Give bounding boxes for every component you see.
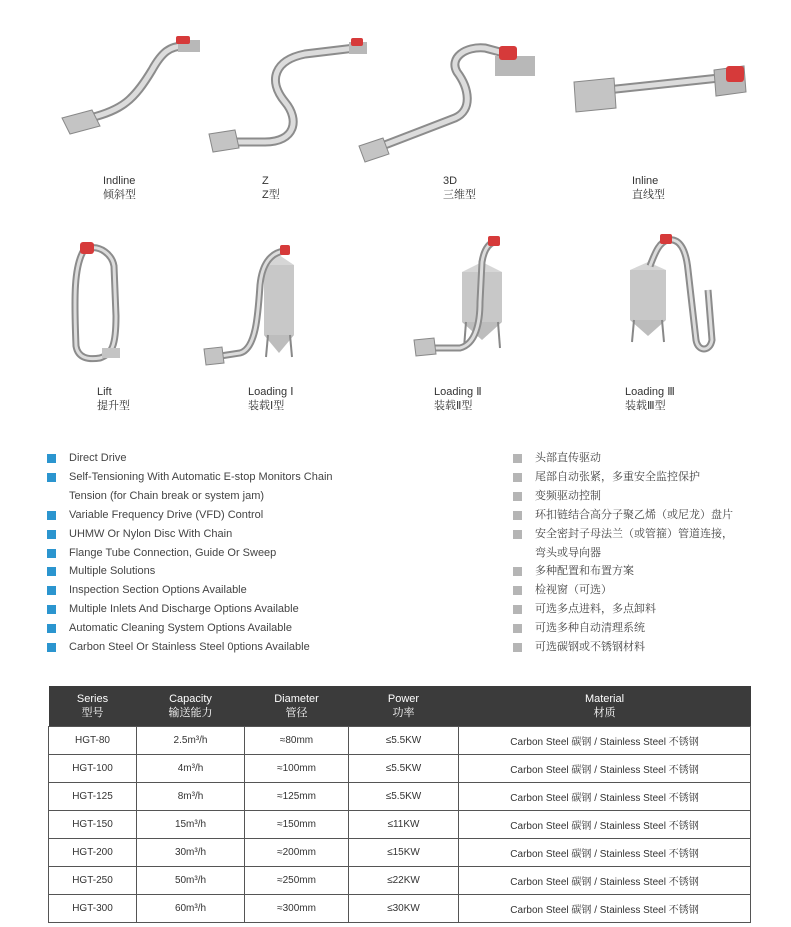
feature-item [513, 581, 783, 600]
feature-text: Direct Drive [69, 452, 127, 464]
cell-series: HGT-150 [49, 811, 137, 839]
table-row [49, 839, 751, 867]
loading-2-conveyor-image [410, 232, 520, 367]
feature-item [513, 468, 783, 487]
bullet-icon [513, 643, 522, 652]
bullet-icon [47, 511, 56, 520]
cell-diameter: ≈250mm [245, 867, 349, 895]
caption-cn: 三维型 [443, 189, 476, 201]
gallery-caption [632, 174, 665, 202]
bullet-icon [513, 586, 522, 595]
table-row [49, 783, 751, 811]
inline-conveyor-image [568, 56, 763, 126]
bullet-icon [47, 605, 56, 614]
bullet-icon [47, 473, 56, 482]
feature-text: 弯头或导向器 [535, 546, 601, 559]
bullet-icon [47, 567, 56, 576]
feature-text: 多种配置和布置方案 [535, 565, 634, 578]
features-chinese-list [513, 449, 783, 657]
feature-item-continued [47, 487, 447, 506]
cell-power: ≤15KW [349, 839, 459, 867]
feature-item [513, 506, 783, 525]
cell-power: ≤22KW [349, 867, 459, 895]
incline-conveyor-image [52, 30, 212, 150]
cell-material: Carbon Steel 碳钢 / Stainless Steel 不锈钢 [459, 895, 751, 923]
gallery-caption [262, 174, 280, 202]
table-header-row [49, 686, 751, 727]
caption-cn: 倾斜型 [103, 189, 136, 201]
caption-cn: Z型 [262, 189, 280, 201]
feature-item [47, 468, 447, 487]
bullet-icon [513, 454, 522, 463]
bullet-icon [513, 624, 522, 633]
caption-cn: 装载Ⅰ型 [248, 400, 285, 412]
feature-text: 可选碳钢或不锈钢材料 [535, 641, 645, 654]
feature-text: 尾部自动张紧，多重安全监控保护 [535, 470, 700, 483]
cell-series: HGT-100 [49, 755, 137, 783]
caption-en: Z [262, 175, 269, 187]
feature-text: Carbon Steel Or Stainless Steel 0ptions Available [69, 641, 310, 654]
cell-power: ≤5.5KW [349, 755, 459, 783]
feature-item [47, 562, 447, 581]
cell-capacity: 15m³/h [137, 811, 245, 839]
cell-material: Carbon Steel 碳钢 / Stainless Steel 不锈钢 [459, 783, 751, 811]
table-row [49, 895, 751, 923]
gallery-caption [443, 174, 476, 202]
cell-material: Carbon Steel 碳钢 / Stainless Steel 不锈钢 [459, 755, 751, 783]
table-row [49, 727, 751, 755]
caption-cn: 直线型 [632, 189, 665, 201]
bullet-icon [513, 605, 522, 614]
cell-series: HGT-250 [49, 867, 137, 895]
caption-en: 3D [443, 175, 458, 187]
3d-conveyor-image [355, 38, 545, 168]
lift-conveyor-image [70, 236, 130, 371]
bullet-icon [47, 454, 56, 463]
table-row [49, 811, 751, 839]
cell-diameter: ≈200mm [245, 839, 349, 867]
feature-text: UHMW Or Nylon Disc With Chain [69, 527, 233, 540]
feature-text: Automatic Cleaning System Options Available [69, 622, 292, 635]
cell-series: HGT-300 [49, 895, 137, 923]
cell-capacity: 4m³/h [137, 755, 245, 783]
feature-item [47, 506, 447, 525]
feature-text: 检视窗（可选） [535, 584, 612, 597]
cell-diameter: ≈80mm [245, 727, 349, 755]
feature-text: Self-Tensioning With Automatic E-stop Monitors Chain [69, 470, 333, 483]
loading-3-conveyor-image [620, 230, 730, 365]
caption-en: Loading Ⅱ [434, 386, 482, 398]
feature-item [47, 619, 447, 638]
feature-item [513, 600, 783, 619]
bullet-icon [513, 567, 522, 576]
gallery-caption [97, 385, 130, 413]
table-row [49, 867, 751, 895]
feature-text: 安全密封子母法兰（或管箍）管道连接， [535, 527, 733, 540]
feature-text: 可选多种自动清理系统 [535, 622, 645, 635]
cell-diameter: ≈150mm [245, 811, 349, 839]
feature-item [513, 525, 783, 544]
header-material: Material 材质 [459, 686, 751, 727]
bullet-icon [47, 530, 56, 539]
bullet-icon [513, 530, 522, 539]
caption-cn: 提升型 [97, 400, 130, 412]
gallery-caption [103, 174, 136, 202]
feature-item-continued [513, 544, 783, 563]
feature-item [47, 638, 447, 657]
cell-material: Carbon Steel 碳钢 / Stainless Steel 不锈钢 [459, 867, 751, 895]
caption-cn: 装载Ⅱ型 [434, 400, 473, 412]
cell-material: Carbon Steel 碳钢 / Stainless Steel 不锈钢 [459, 727, 751, 755]
feature-text: 变频驱动控制 [535, 489, 601, 502]
features-english-list [47, 449, 447, 657]
table-row [49, 755, 751, 783]
gallery-caption [248, 385, 293, 413]
cell-power: ≤5.5KW [349, 783, 459, 811]
feature-item [47, 544, 447, 563]
feature-item [513, 449, 783, 468]
loading-1-conveyor-image [200, 245, 310, 375]
bullet-icon [47, 549, 56, 558]
header-series: Series 型号 [49, 686, 137, 727]
caption-cn: 装载Ⅲ型 [625, 400, 666, 412]
bullet-icon [47, 624, 56, 633]
caption-en: Loading Ⅲ [625, 386, 675, 398]
feature-text: Flange Tube Connection, Guide Or Sweep [69, 546, 277, 559]
bullet-icon [47, 643, 56, 652]
bullet-icon [513, 473, 522, 482]
bullet-icon [513, 511, 522, 520]
caption-en: Lift [97, 386, 112, 398]
header-power: Power 功率 [349, 686, 459, 727]
feature-item [513, 562, 783, 581]
bullet-icon [47, 586, 56, 595]
feature-item [513, 638, 783, 657]
feature-item [513, 487, 783, 506]
feature-text: 头部直传驱动 [535, 452, 601, 464]
feature-item [47, 581, 447, 600]
cell-material: Carbon Steel 碳钢 / Stainless Steel 不锈钢 [459, 811, 751, 839]
header-capacity: Capacity 输送能力 [137, 686, 245, 727]
feature-text: 可选多点进料，多点卸料 [535, 603, 656, 616]
cell-diameter: ≈300mm [245, 895, 349, 923]
cell-capacity: 30m³/h [137, 839, 245, 867]
feature-text: Multiple Inlets And Discharge Options Available [69, 603, 299, 616]
feature-item [513, 619, 783, 638]
cell-material: Carbon Steel 碳钢 / Stainless Steel 不锈钢 [459, 839, 751, 867]
bullet-icon [513, 492, 522, 501]
specification-table [48, 686, 751, 923]
cell-series: HGT-80 [49, 727, 137, 755]
cell-diameter: ≈125mm [245, 783, 349, 811]
caption-en: Indline [103, 175, 136, 187]
cell-capacity: 8m³/h [137, 783, 245, 811]
gallery-caption [434, 385, 482, 413]
cell-capacity: 60m³/h [137, 895, 245, 923]
caption-en: Inline [632, 175, 659, 187]
cell-power: ≤30KW [349, 895, 459, 923]
cell-capacity: 50m³/h [137, 867, 245, 895]
feature-item [47, 525, 447, 544]
feature-text: 环扣链结合高分子聚乙烯（或尼龙）盘片 [535, 508, 733, 521]
cell-series: HGT-200 [49, 839, 137, 867]
feature-text: Inspection Section Options Available [69, 584, 247, 597]
cell-series: HGT-125 [49, 783, 137, 811]
feature-text: Variable Frequency Drive (VFD) Control [69, 508, 264, 521]
header-diameter: Diameter 管径 [245, 686, 349, 727]
feature-item [47, 449, 447, 468]
caption-en: Loading Ⅰ [248, 386, 294, 398]
feature-item [47, 600, 447, 619]
cell-diameter: ≈100mm [245, 755, 349, 783]
gallery-caption [625, 385, 675, 413]
cell-capacity: 2.5m³/h [137, 727, 245, 755]
cell-power: ≤11KW [349, 811, 459, 839]
feature-text: Multiple Solutions [69, 565, 156, 578]
z-conveyor-image [205, 30, 380, 160]
feature-text: Tension (for Chain break or system jam) [69, 489, 265, 502]
cell-power: ≤5.5KW [349, 727, 459, 755]
